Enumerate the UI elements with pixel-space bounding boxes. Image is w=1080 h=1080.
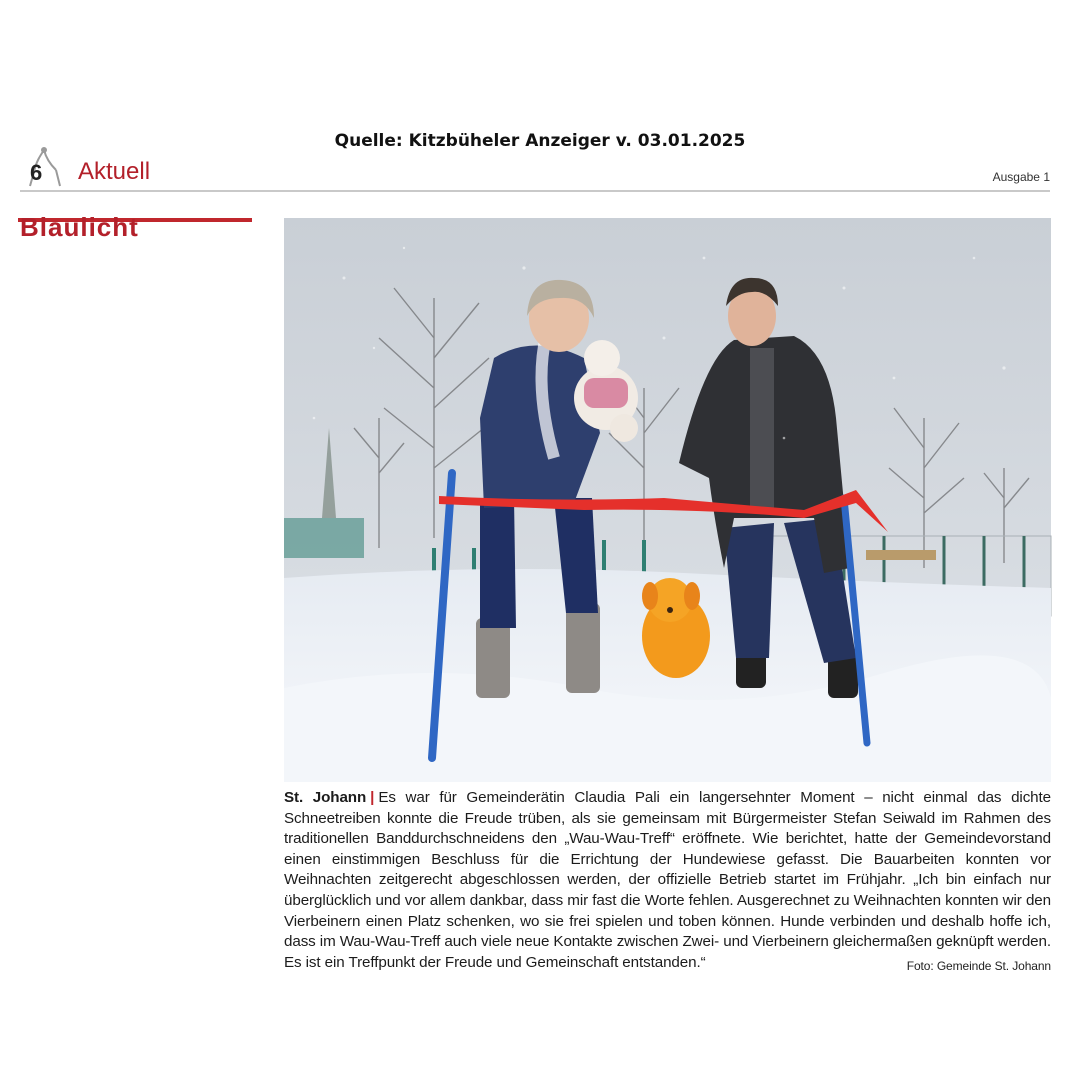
photo-credit: Foto: Gemeinde St. Johann — [906, 958, 1051, 973]
photo-caption — [284, 788, 1051, 976]
section-title: Aktuell — [78, 158, 151, 185]
caption-place: St. Johann — [284, 789, 367, 806]
page-number: 6 — [30, 160, 43, 185]
issue-label: Ausgabe 1 — [992, 170, 1050, 184]
article-photo — [284, 218, 1051, 782]
caption-separator: | — [370, 789, 375, 806]
caption-text: Es war für Gemeinderätin Claudia Pali ein langersehnter Moment – nicht einmal das dichte Schneetreiben konnte die Freude trüben, als sie gemeinsam mit Bürgermeister Stefan Seiwald im Rahmen des traditionellen Banddurchschneidens den „Wau-Wau-Treff“ eröffnete. Wie berichtet, hatte der Gemeindevorstand einen einstimmigen Beschluss für die Errichtung der Hundewiese gefasst. Die Bauarbeiten konnten vor Weihnachten zeitgerecht abgeschlossen werden, der offizielle Betrieb startet im Frühjahr. „Ich bin einfach nur überglücklich und vor allem dankbar, dass mir fast die Worte fehlen. Ausgerechnet zu Weihnachten konnten wir den Vierbeinern einen Platz schenken, wo sie frei spielen und toben können. Hunde verbinden und deshalb hoffe ich, dass im Wau-Wau-Treff auch viele neue Kontakte zwischen Zwei- und Vierbeinern gleichermaßen geknüpft werden. Es ist ein Treffpunkt der Freude und Gemeinschaft entstanden.“ — [284, 789, 1051, 971]
orange-dog-toy-icon — [642, 578, 710, 678]
bench-icon — [866, 550, 936, 560]
sidebar-cut-heading — [18, 212, 252, 242]
source-line: Quelle: Kitzbüheler Anzeiger v. 03.01.2025 — [334, 131, 746, 151]
page-header — [20, 146, 1050, 192]
sidebar-heading-text: Blaulicht — [20, 212, 139, 242]
